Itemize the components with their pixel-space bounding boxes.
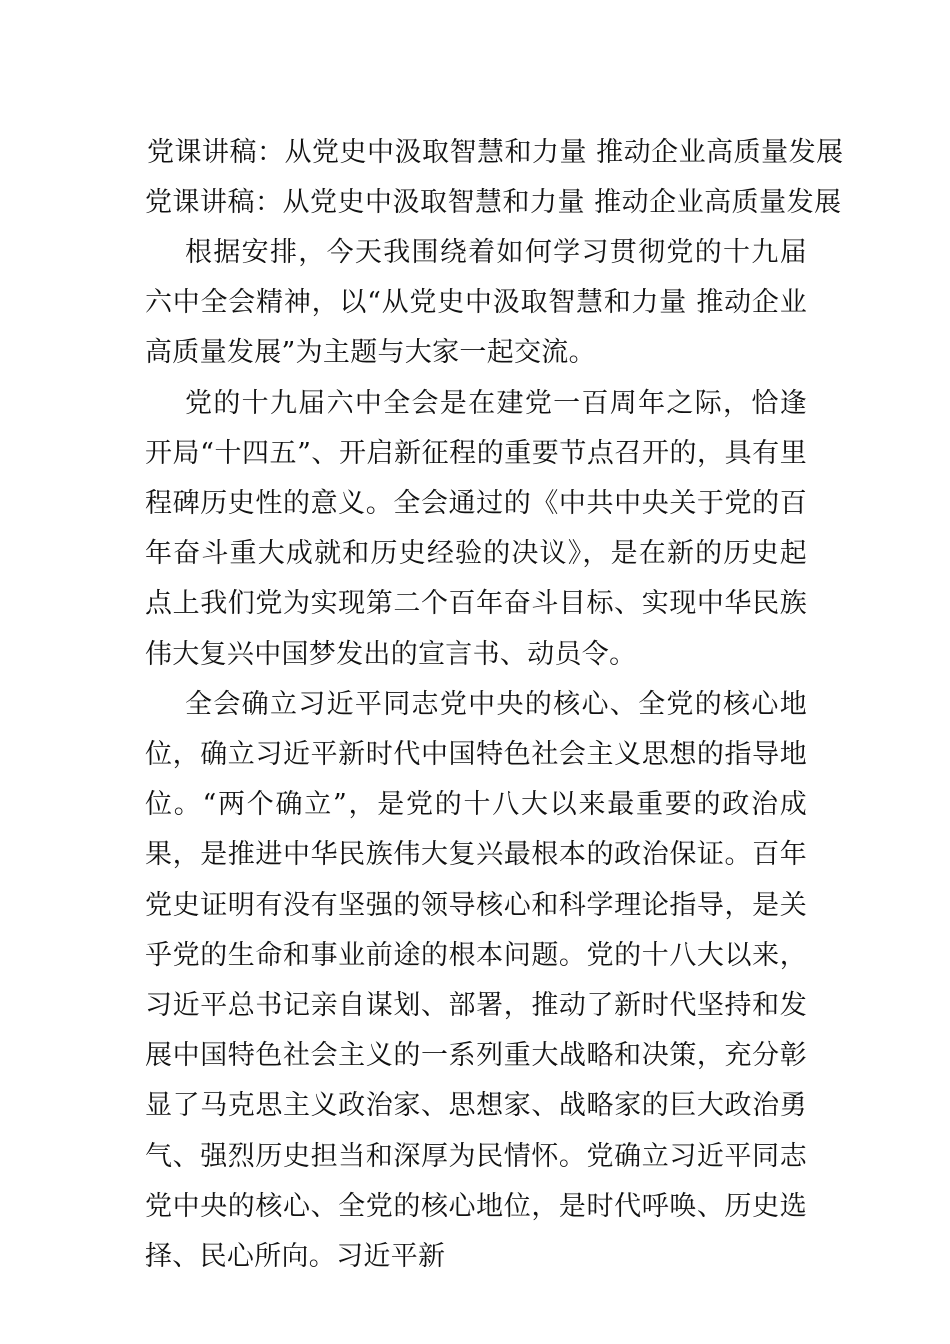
- paragraph-intro: 根据安排，今天我围绕着如何学习贯彻党的十九届六中全会精神，以“从党史中汲取智慧和力量 推动企业高质量发展”为主题与大家一起交流。: [145, 237, 807, 369]
- document-title: 党课讲稿：从党史中汲取智慧和力量 推动企业高质量发展: [147, 137, 844, 168]
- document-body: [145, 228, 807, 1282]
- paragraph-two-establishments: 全会确立习近平同志党中央的核心、全党的核心地位，确立习近平新时代中国特色社会主义思想的指导地位。“两个确立”，是党的十八大以来最重要的政治成果，是推进中华民族伟大复兴最根本的政治保证。百年党史证明有没有坚强的领导核心和科学理论指导，是关乎党的生命和事业前途的根本问题。党的十八大以来，习近平总书记亲自谋划、部署，推动了新时代坚持和发展中国特色社会主义的一系列重大战略和决策，充分彰显了马克思主义政治家、思想家、战略家的巨大政治勇气、强烈历史担当和深厚为民情怀。党确立习近平同志党中央的核心、全党的核心地位，是时代呼唤、历史选择、民心所向。习近平新: [145, 688, 807, 1273]
- document-title-repeat: 党课讲稿：从党史中汲取智慧和力量 推动企业高质量发展: [145, 187, 842, 218]
- paragraph-plenary-session: 党的十九届六中全会是在建党一百周年之际，恰逢开局“十四五”、开启新征程的重要节点召开的，具有里程碑历史性的意义。全会通过的《中共中央关于党的百年奋斗重大成就和历史经验的决议》，是在新的历史起点上我们党为实现第二个百年奋斗目标、实现中华民族伟大复兴中国梦发出的宣言书、动员令。: [145, 387, 807, 670]
